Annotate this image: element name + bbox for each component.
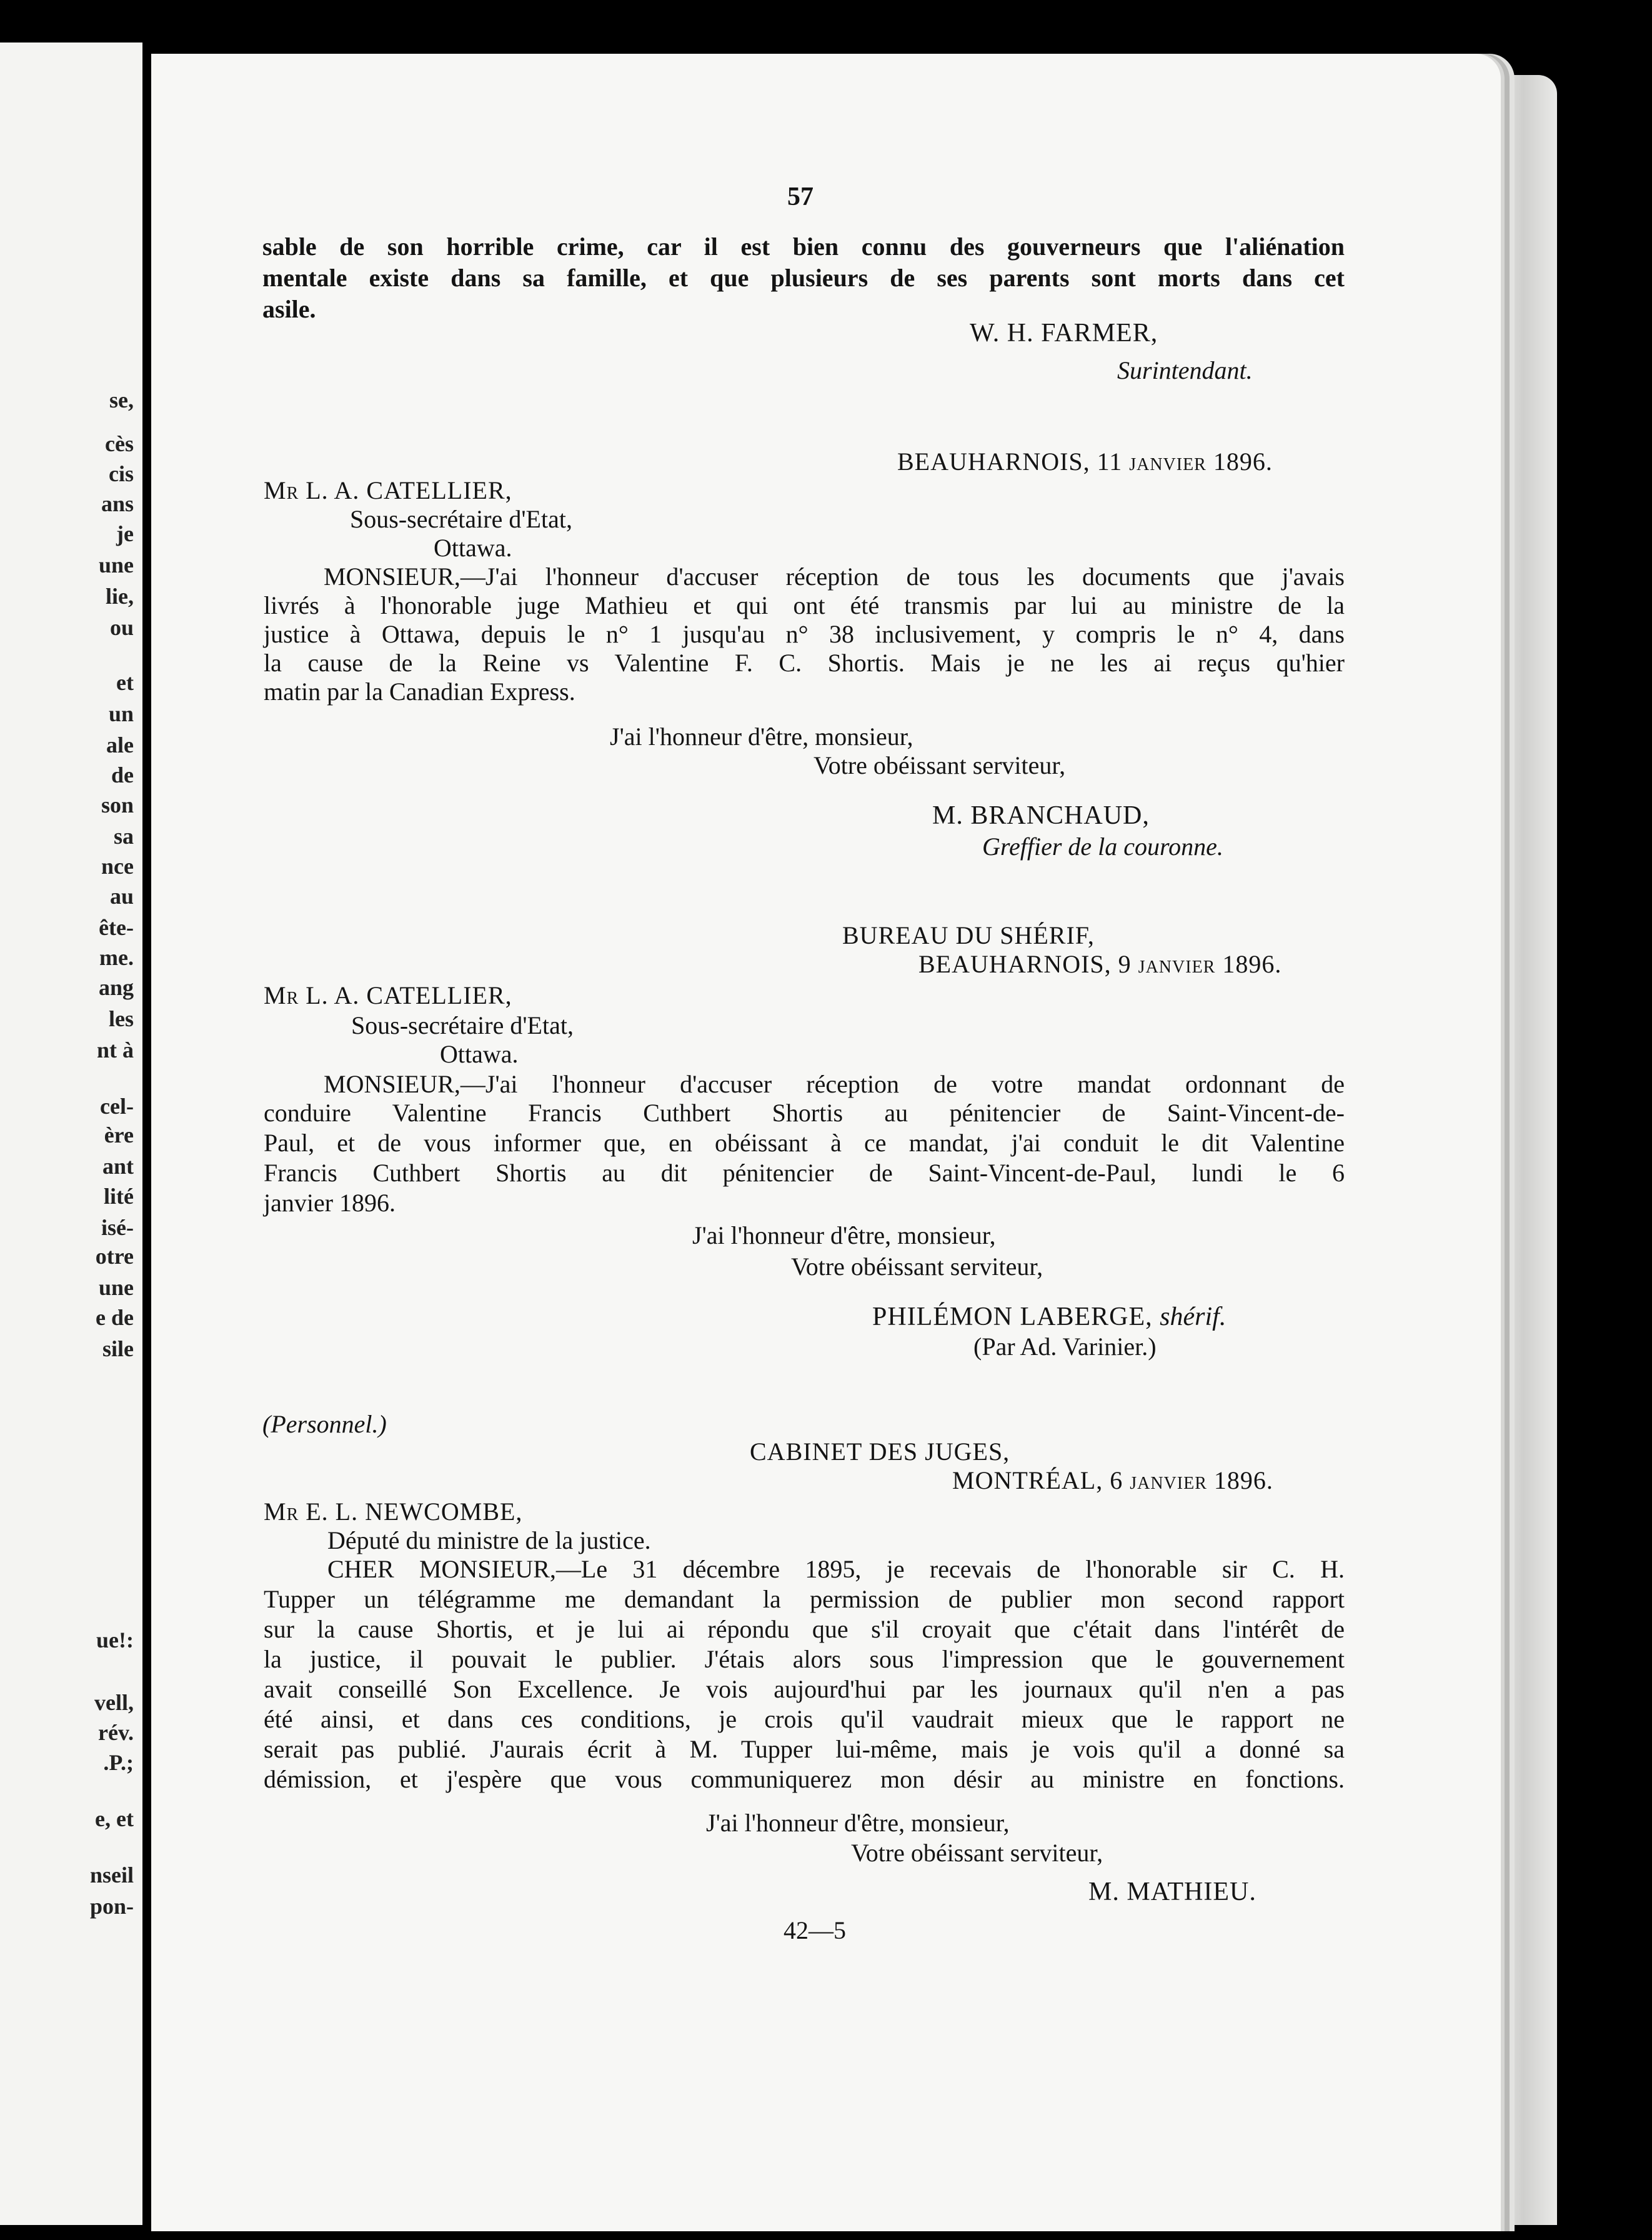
letter1-body-line: matin par la Canadian Express.	[264, 678, 575, 706]
left-page-fragment: de	[111, 762, 134, 788]
letter1-body-line: la cause de la Reine vs Valentine F. C. Shortis. Mais je ne les ai reçus qu'hier	[264, 649, 1345, 677]
signature-laberge-role: shérif.	[1160, 1302, 1227, 1331]
signature-branchaud-title: Greffier de la couronne.	[982, 832, 1223, 861]
intro-line: asile.	[262, 295, 316, 323]
left-page-fragment: isé-	[101, 1215, 134, 1240]
left-page-fragment: pon-	[89, 1894, 134, 1919]
letter3-body-line: démission, et j'espère que vous communiquerez mon désir au ministre en fonctions.	[264, 1765, 1345, 1793]
left-page-fragment: et	[116, 670, 134, 695]
left-page-fragment: ue!:	[96, 1628, 134, 1652]
left-page-fragment: e, et	[95, 1806, 134, 1831]
left-page-fragment: lité	[104, 1184, 134, 1209]
left-page-fragment: une	[98, 1275, 134, 1300]
letter1-place-date: BEAUHARNOIS, 11 janvier 1896.	[897, 448, 1273, 476]
letter3-office: CABINET DES JUGES,	[750, 1438, 1010, 1466]
signature-farmer: W. H. FARMER,	[970, 319, 1158, 348]
left-page-fragment: une	[98, 552, 134, 578]
intro-line: sable de son horrible crime, car il est bien connu des gouverneurs que l'aliénation	[262, 232, 1345, 261]
letter3-body-line: la justice, il pouvait le publier. J'étais alors sous l'impression que le gouvernement	[264, 1645, 1345, 1673]
letter1-recipient-title: Sous-secrétaire d'Etat,	[350, 505, 572, 533]
letter2-body-line: conduire Valentine Francis Cuthbert Shortis au pénitencier de Saint-Vincent-de-	[264, 1099, 1345, 1127]
letter2-recipient: Mr L. A. CATELLIER,	[264, 981, 512, 1009]
left-page-fragment: e de	[96, 1305, 134, 1330]
letter3-recipient: Mr E. L. NEWCOMBE,	[264, 1498, 523, 1526]
left-page-fragment: nt à	[96, 1038, 134, 1062]
page-edge-shadow	[1501, 75, 1557, 2225]
letter3-body-line: serait pas publié. J'aurais écrit à M. Tupper lui-même, mais je vois qu'il a donné sa	[264, 1735, 1345, 1763]
letter2-recipient-title: Sous-secrétaire d'Etat,	[351, 1011, 574, 1039]
letter3-place-date: MONTRÉAL, 6 janvier 1896.	[952, 1466, 1273, 1494]
left-page-fragment: nce	[101, 854, 134, 879]
left-page-fragment: ant	[102, 1154, 134, 1179]
letter1-recipient: Mr L. A. CATELLIER,	[264, 476, 512, 504]
left-page-fragment: ère	[104, 1122, 134, 1148]
left-page-fragment: .P.;	[103, 1750, 134, 1775]
letter2-body-line: janvier 1896.	[264, 1189, 396, 1217]
letter3-closing: J'ai l'honneur d'être, monsieur,	[706, 1809, 1010, 1837]
footer-signature-mark: 42—5	[784, 1916, 846, 1944]
letter2-place-date: BEAUHARNOIS, 9 janvier 1896.	[918, 950, 1282, 978]
left-page-fragment: cis	[109, 461, 134, 486]
signature-mathieu: M. MATHIEU.	[1088, 1878, 1256, 1906]
letter2-closing: J'ai l'honneur d'être, monsieur,	[692, 1221, 996, 1249]
letter3-body-line: sur la cause Shortis, et je lui ai répondu que s'il croyait que c'était dans l'intérêt de	[264, 1615, 1345, 1643]
left-page-fragment: au	[109, 884, 134, 909]
left-page-fragment: lie,	[106, 584, 134, 609]
letter2-body-line: Francis Cuthbert Shortis au dit pénitencier de Saint-Vincent-de-Paul, lundi le 6	[264, 1159, 1345, 1187]
left-page-fragment: me.	[99, 945, 134, 970]
letter3-body-line: avait conseillé Son Excellence. Je vois aujourd'hui par les journaux qu'il n'en a pas	[264, 1675, 1345, 1703]
left-page-fragment: se,	[109, 388, 134, 412]
letter1-body-line: MONSIEUR,—J'ai l'honneur d'accuser réception de tous les documents que j'avais	[324, 562, 1345, 591]
left-page-fragment: sile	[102, 1336, 134, 1361]
left-page-fragment: ou	[109, 615, 134, 640]
signature-laberge-note: (Par Ad. Varinier.)	[973, 1332, 1157, 1361]
left-page-fragment: rév.	[98, 1720, 134, 1745]
left-page-fragment: otre	[95, 1244, 134, 1269]
left-page-fragment: ale	[106, 732, 134, 758]
left-page-fragment: ans	[101, 491, 134, 516]
letter3-marker: (Personnel.)	[262, 1410, 387, 1438]
letter2-recipient-city: Ottawa.	[440, 1040, 519, 1068]
letter3-body-line: été ainsi, et dans ces conditions, je crois qu'il vaudrait mieux que le rapport ne	[264, 1705, 1345, 1733]
left-page-fragment: son	[101, 792, 134, 818]
left-page-fragment: ête-	[99, 915, 134, 940]
letter2-closing: Votre obéissant serviteur,	[791, 1252, 1043, 1281]
letter3-closing: Votre obéissant serviteur,	[851, 1839, 1103, 1867]
letter2-body-line: Paul, et de vous informer que, en obéissant à ce mandat, j'ai conduit le dit Valentine	[264, 1129, 1345, 1157]
signature-laberge-name: PHILÉMON LABERGE,	[872, 1302, 1153, 1331]
letter2-office: BUREAU DU SHÉRIF,	[842, 921, 1095, 949]
page-number: 57	[787, 182, 814, 211]
left-page-fragment: cès	[105, 431, 134, 456]
letter1-body-line: justice à Ottawa, depuis le n° 1 jusqu'au n° 38 inclusivement, y compris le n° 4, dans	[264, 620, 1345, 648]
letter2-body-line: MONSIEUR,—J'ai l'honneur d'accuser réception de votre mandat ordonnant de	[324, 1070, 1345, 1098]
left-page-fragment: un	[108, 701, 134, 726]
signature-branchaud: M. BRANCHAUD,	[932, 801, 1150, 830]
document-page	[151, 54, 1501, 2231]
letter1-closing: J'ai l'honneur d'être, monsieur,	[610, 722, 913, 751]
letter3-body-line: Tupper un télégramme me demandant la permission de publier mon second rapport	[264, 1585, 1345, 1613]
letter1-closing: Votre obéissant serviteur,	[814, 751, 1066, 779]
left-page-fragment: les	[109, 1006, 134, 1031]
left-page-fragment: cel-	[100, 1094, 134, 1119]
intro-line: mentale existe dans sa famille, et que plusieurs de ses parents sont morts dans cet	[262, 264, 1345, 292]
letter1-body-line: livrés à l'honorable juge Mathieu et qui ont été transmis par lui au ministre de la	[264, 591, 1345, 619]
signature-laberge	[872, 1302, 1226, 1331]
left-page-fragment: vell,	[94, 1690, 134, 1715]
signature-farmer-title: Surintendant.	[1117, 356, 1253, 384]
left-page-fragment: sa	[113, 824, 134, 849]
letter1-recipient-city: Ottawa.	[434, 534, 512, 562]
left-page-fragment: ang	[98, 975, 134, 1000]
left-page-fragment: nseil	[89, 1862, 134, 1888]
letter3-body-line: CHER MONSIEUR,—Le 31 décembre 1895, je recevais de l'honorable sir C. H.	[327, 1555, 1345, 1583]
left-page-fragment: je	[116, 521, 134, 546]
letter3-recipient-title: Député du ministre de la justice.	[327, 1526, 651, 1554]
left-page-sliver	[0, 42, 142, 2225]
